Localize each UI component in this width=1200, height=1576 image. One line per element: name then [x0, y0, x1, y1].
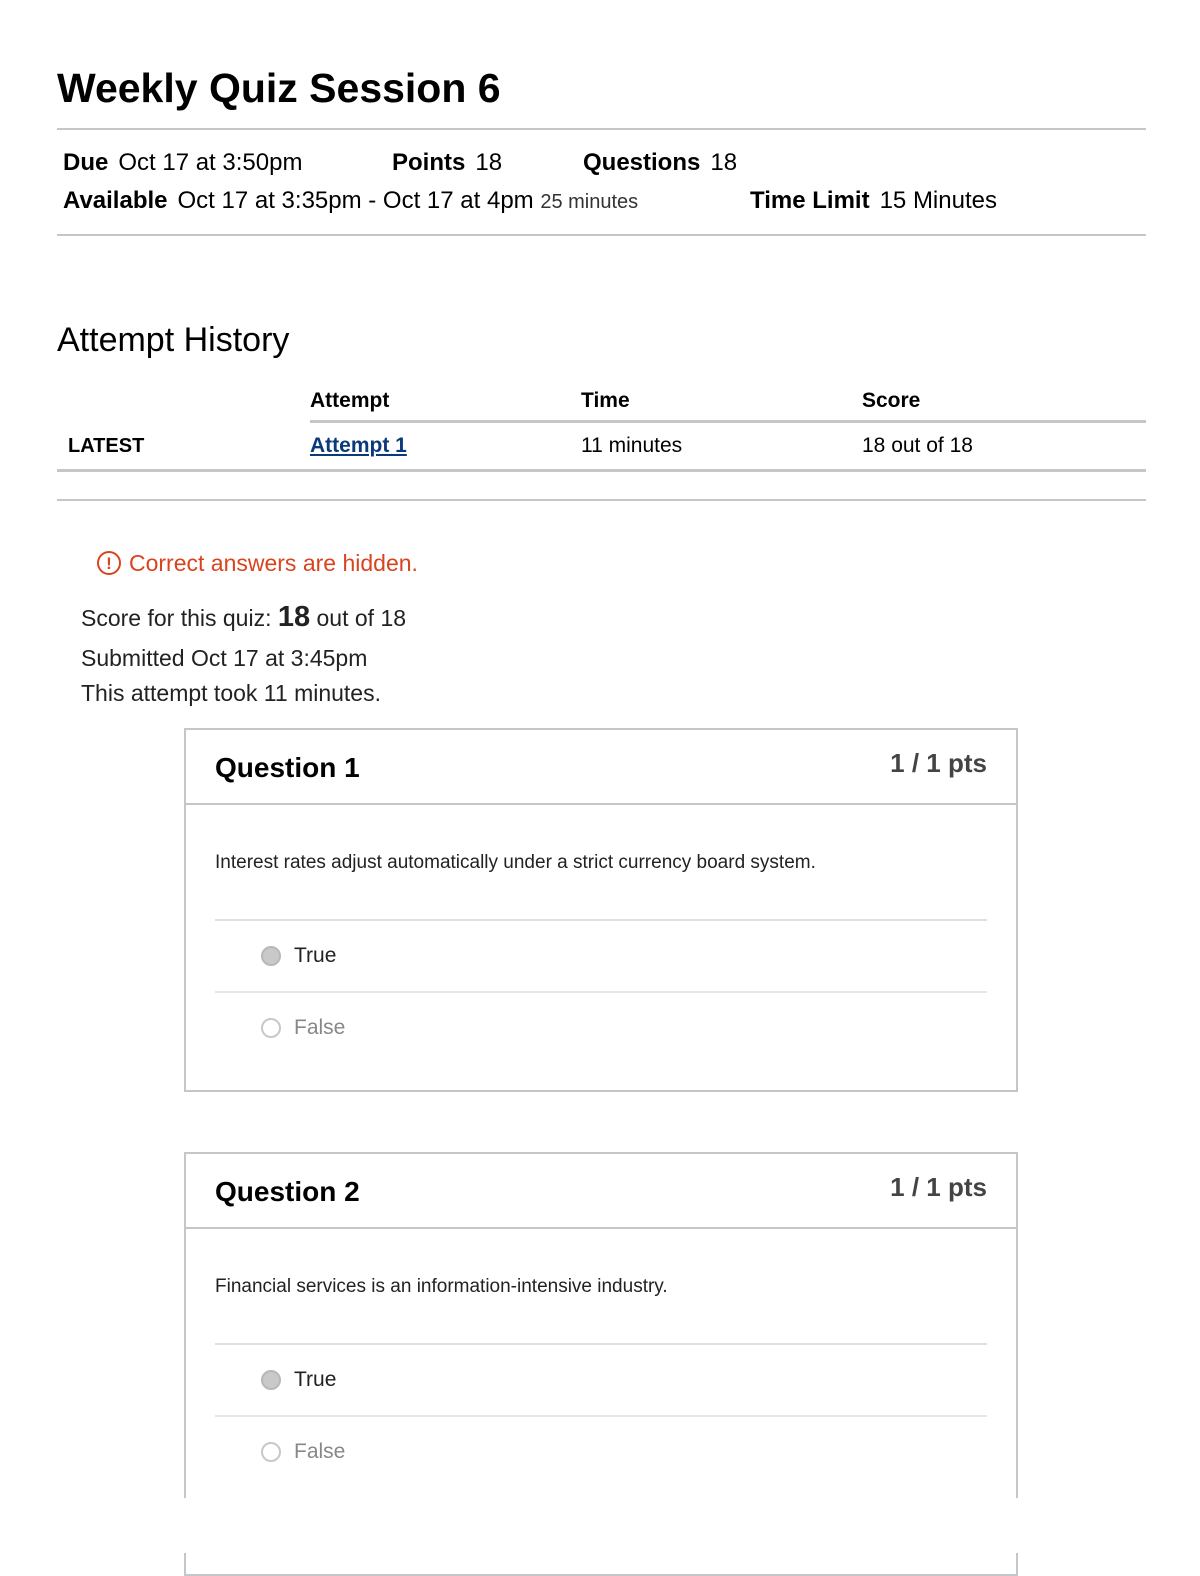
column-header-time: Time [581, 382, 862, 422]
available-meta [63, 186, 638, 217]
latest-tag: LATEST [57, 422, 310, 471]
available-duration: 25 minutes [540, 191, 639, 213]
submitted-time: Submitted Oct 17 at 3:45pm [81, 645, 368, 671]
divider [57, 234, 1146, 236]
due-value: Oct 17 at 3:50pm [118, 149, 303, 176]
question-header [186, 1154, 1016, 1229]
table-header-row [57, 382, 1146, 422]
question-points: 1 / 1 pts [890, 1172, 987, 1202]
radio-empty-icon[interactable] [261, 1442, 281, 1462]
question-card [184, 728, 1018, 1092]
column-header [57, 382, 310, 422]
answer-option[interactable] [215, 1345, 987, 1415]
radio-empty-icon[interactable] [261, 1018, 281, 1038]
question-text: Interest rates adjust automatically under a strict currency board system. [215, 852, 987, 921]
questions-meta [583, 148, 737, 178]
column-header-attempt: Attempt [310, 382, 581, 422]
column-header-score: Score [862, 382, 1146, 422]
alert-text: Correct answers are hidden. [129, 550, 418, 576]
points-label: Points [392, 149, 466, 176]
attempt-time: 11 minutes [581, 422, 862, 471]
radio-selected-icon[interactable] [261, 946, 281, 966]
points-value: 18 [475, 149, 503, 176]
available-value: Oct 17 at 3:35pm - Oct 17 at 4pm [177, 187, 534, 214]
answer-label: True [294, 1368, 337, 1391]
answer-label: False [294, 1440, 346, 1463]
question-title: Question 1 [215, 752, 360, 783]
quiz-score [81, 602, 406, 633]
answer-option[interactable] [215, 921, 987, 991]
answer-option[interactable] [215, 991, 987, 1063]
time-limit-label: Time Limit [750, 187, 870, 214]
questions-value: 18 [710, 149, 738, 176]
page-bottom-mask [0, 1498, 1200, 1553]
radio-selected-icon[interactable] [261, 1370, 281, 1390]
due-label: Due [63, 149, 109, 176]
question-title: Question 2 [215, 1176, 360, 1207]
warning-icon: ! [97, 551, 121, 575]
page-title: Weekly Quiz Session 6 [57, 65, 501, 111]
due-meta [63, 148, 302, 178]
time-limit-meta [750, 186, 997, 216]
table-row [57, 422, 1146, 471]
question-header [186, 730, 1016, 805]
time-limit-value: 15 Minutes [879, 187, 997, 214]
question-text: Financial services is an information-intensive industry. [215, 1276, 987, 1345]
question-points: 1 / 1 pts [890, 748, 987, 778]
attempt-link[interactable]: Attempt 1 [310, 434, 407, 457]
score-suffix: out of 18 [316, 605, 407, 631]
attempt-duration: This attempt took 11 minutes. [81, 680, 381, 706]
divider [57, 499, 1146, 501]
attempt-score: 18 out of 18 [862, 422, 1146, 471]
questions-label: Questions [583, 149, 701, 176]
correct-answers-hidden-alert [97, 548, 418, 578]
points-meta [392, 148, 502, 178]
attempt-history-title: Attempt History [57, 321, 290, 359]
divider [57, 128, 1146, 130]
attempt-history-table [57, 382, 1146, 472]
answer-option[interactable] [215, 1415, 987, 1487]
answer-label: False [294, 1016, 346, 1039]
score-prefix: Score for this quiz: [81, 605, 272, 631]
score-value: 18 [277, 601, 311, 633]
available-label: Available [63, 187, 168, 214]
answer-label: True [294, 944, 337, 967]
